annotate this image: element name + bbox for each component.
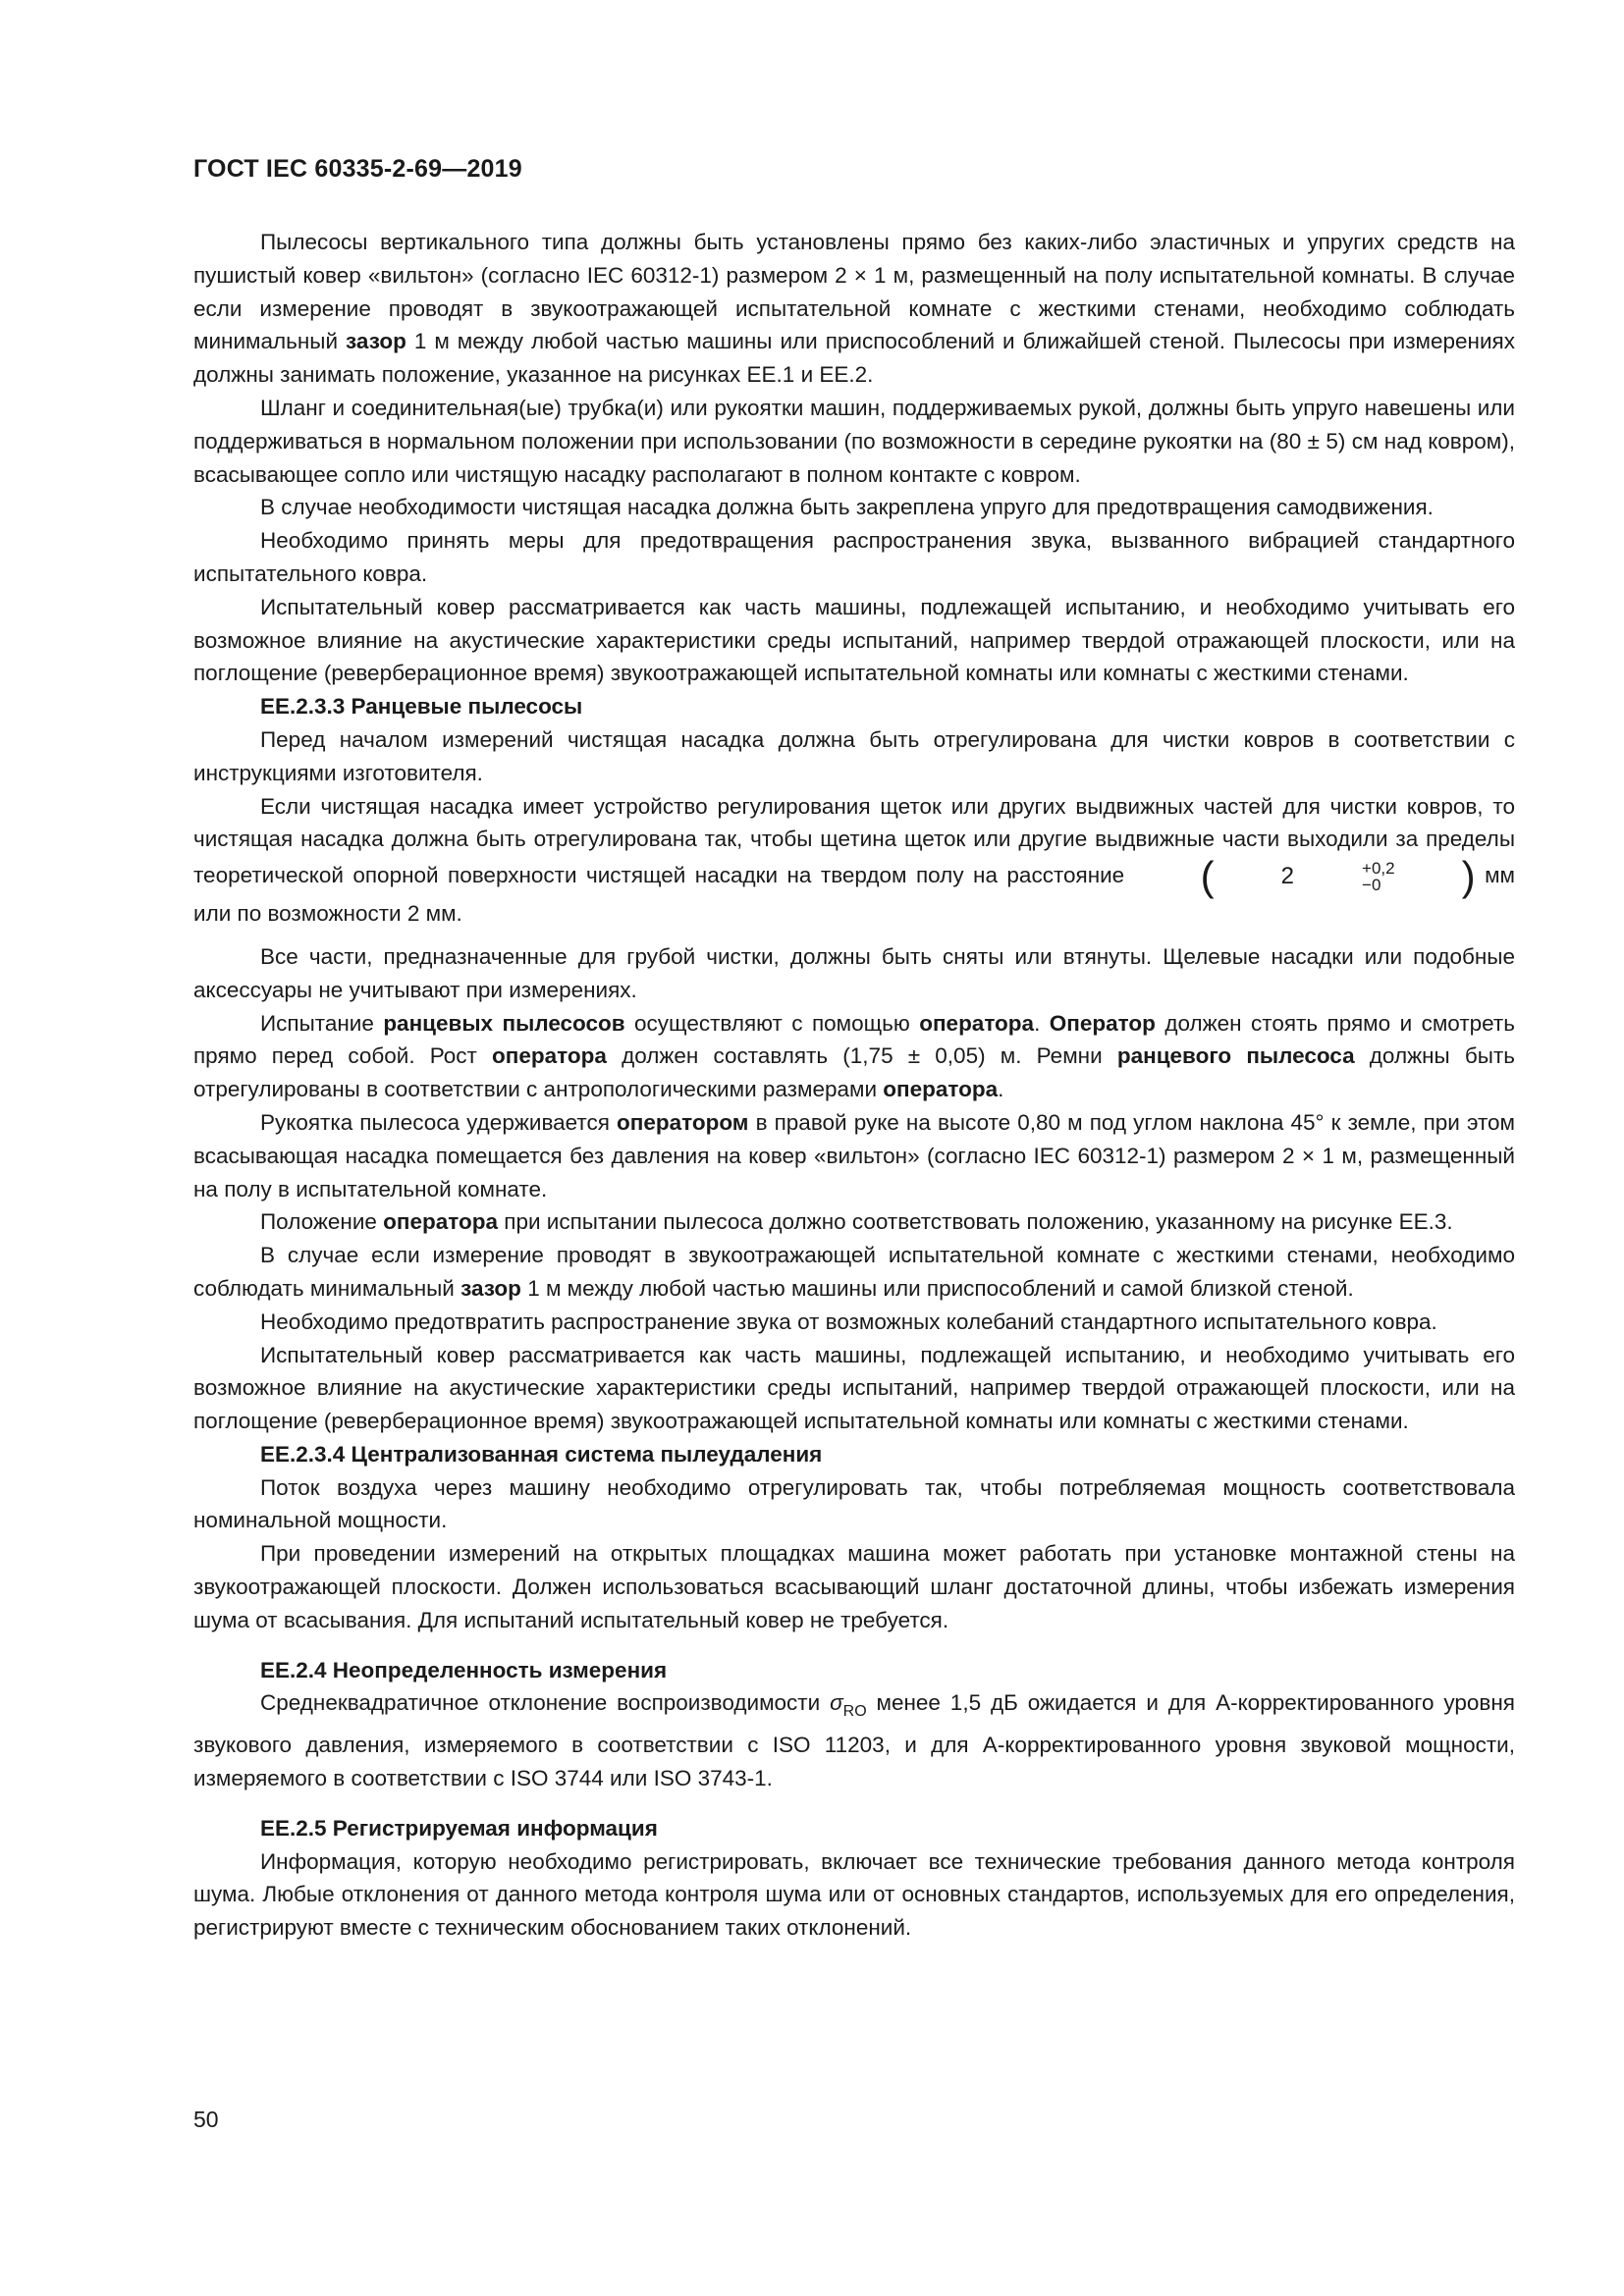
bold-term: оператора bbox=[919, 1010, 1035, 1036]
text-run: Среднеквадратичное отклонение воспроизводимости bbox=[260, 1690, 821, 1716]
bold-term: оператора bbox=[883, 1077, 999, 1102]
bold-term: оператором bbox=[617, 1109, 749, 1135]
paragraph: Необходимо предотвратить распространение звука от возможных колебаний стандартного испытательного ковра. bbox=[260, 1308, 1437, 1334]
paragraph: Необходимо принять меры для предотвращения распространения звука, вызванного вибрацией стандартного испытательного ковра. bbox=[193, 528, 1515, 586]
text-run: при испытании пылесоса должно соответствовать положению, указанному на рисунке ЕЕ.3. bbox=[504, 1209, 1453, 1235]
paragraph: При проведении измерений на открытых площадках машина может работать при установке монтажной стены на звукоотражающей плоскости. Должен использоваться всасывающий шланг достаточной длины, чтобы избежать измерения шума от всасывания. Для испытаний испытательный ковер не требуется. bbox=[193, 1541, 1515, 1632]
paragraph: Шланг и соединительная(ые) трубка(и) или рукоятки машин, поддерживаемых рукой, должны быть упруго навешены или поддерживаться в нормальном положении при использовании (по возможности в середине рукоятки на (80 ± 5) см над ковром), всасывающее сопло или чистящую насадку располагают в полном контакте с ковром. bbox=[193, 395, 1515, 487]
bold-term: оператора bbox=[383, 1209, 499, 1235]
text-run: В случае если измерение проводят в звукоотражающей испытательной комнате с жесткими стенами, необходимо соблюдать минимальный bbox=[193, 1243, 1515, 1301]
formula-sub: −0 bbox=[1362, 876, 1381, 895]
text-run: Рукоятка пылесоса удерживается bbox=[260, 1109, 610, 1135]
paragraph bbox=[193, 1007, 1515, 1106]
subscript: RO bbox=[842, 1703, 867, 1721]
paragraph: Перед началом измерений чистящая насадка должна быть отрегулирована для чистки ковров в соответствии с инструкциями изготовителя. bbox=[193, 726, 1515, 785]
text-run: Положение bbox=[260, 1209, 377, 1235]
paragraph bbox=[193, 790, 1515, 931]
text-run: должен составлять (1,75 ± 0,05) м. Ремни bbox=[622, 1043, 1103, 1069]
paragraph: В случае необходимости чистящая насадка должна быть закреплена упруго для предотвращения самодвижения. bbox=[260, 495, 1434, 520]
section-heading: ЕЕ.2.4 Неопределенность измерения bbox=[260, 1657, 668, 1682]
text-run: . bbox=[998, 1077, 1004, 1102]
paragraph: Информация, которую необходимо регистрировать, включает все технические требования данного метода контроля шума. Любые отклонения от данного метода контроля шума или от основных стандартов, используемых для его определения, регистрируют вместе с техническим обоснованием таких отклонений. bbox=[193, 1848, 1515, 1941]
paragraph: Испытательный ковер рассматривается как часть машины, подлежащей испытанию, и необходимо учитывать его возможное влияние на акустические характеристики среды испытаний, например твердой отражающей плоскости, или на поглощение (реверберационное время) звукоотражающей испытательной комнаты или комнаты с жесткими стенами. bbox=[193, 1342, 1515, 1434]
paragraph bbox=[193, 1239, 1515, 1306]
text-run: . bbox=[1034, 1010, 1041, 1036]
paragraph: Испытательный ковер рассматривается как часть машины, подлежащей испытанию, и необходимо учитывать его возможное влияние на акустические характеристики среды испытаний, например твердой отражающей плоскости, или на поглощение (реверберационное время) звукоотражающей испытательной комнаты или комнаты с жесткими стенами. bbox=[193, 594, 1515, 686]
paragraph bbox=[193, 1106, 1515, 1205]
paragraph bbox=[193, 1686, 1515, 1794]
bold-term: зазор bbox=[460, 1275, 521, 1301]
bold-term: зазор bbox=[346, 329, 406, 354]
formula-sup: +0,2 bbox=[1362, 859, 1395, 879]
text-run: должен стоять прямо и смотреть прямо перед собой. Рост bbox=[193, 1010, 1515, 1069]
section-heading: ЕЕ.2.3.3 Ранцевые пылесосы bbox=[260, 694, 583, 720]
paragraph bbox=[193, 226, 1515, 392]
bold-term: ранцевого пылесоса bbox=[1116, 1043, 1355, 1069]
text-run: осуществляют с помощью bbox=[634, 1010, 910, 1036]
section-heading: ЕЕ.2.5 Регистрируемая информация bbox=[260, 1815, 658, 1841]
text-run: Пылесосы вертикального типа должны быть установлены прямо без каких-либо эластичных и упругих средств на пушистый ковер «вильтон» (согласно IEC 60312-1) размером 2 × 1 м, размещенный на полу испытательной комнаты. В случае если измерение проводят в звукоотражающей испытательной комнате с жесткими стенами, необходимо соблюдать минимальный bbox=[193, 230, 1515, 354]
text-run: в правой руке на высоте 0,80 м под углом наклона 45° к земле, при этом всасывающая насадка помещается без давления на ковер «вильтон» (согласно IEC 60312-1) размером 2 × 1 м, размещенный на полу в испытательной комнате. bbox=[193, 1109, 1515, 1201]
text-run: менее 1,5 дБ ожидается и для А-корректированного уровня звукового давления, измеряемого в соответствии с ISO 11203, и для А-корректированного уровня звуковой мощности, измеряемого в соответствии с ISO 3744 или ISO 3743-1. bbox=[193, 1690, 1515, 1791]
paragraph: Все части, предназначенные для грубой чистки, должны быть сняты или втянуты. Щелевые насадки или подобные аксессуары не учитывают при измерениях. bbox=[193, 943, 1515, 1002]
text-run: мм или по возможности 2 мм. bbox=[193, 863, 1515, 927]
bold-term: ранцевых пылесосов bbox=[383, 1010, 625, 1036]
text-run: Испытание bbox=[260, 1010, 374, 1036]
sigma-symbol: σ bbox=[830, 1690, 843, 1716]
bold-term: оператора bbox=[492, 1043, 607, 1069]
formula-base: 2 bbox=[1280, 863, 1295, 890]
text-run: Если чистящая насадка имеет устройство регулирования щеток или других выдвижных частей для чистки ковров, то чистящая насадка должна быть отрегулирована так, чтобы щетина щеток или другие выдвижные части выходили за пределы теоретической опорной поверхности чистящей насадки на твердом полу на расстояние bbox=[193, 793, 1515, 888]
section-heading: ЕЕ.2.3.4 Централизованная система пылеудаления bbox=[260, 1441, 823, 1467]
document-header: ГОСТ IEC 60335-2-69—2019 bbox=[193, 155, 522, 183]
text-run: 1 м между любой частью машины или приспособлений и самой близкой стеной. bbox=[527, 1275, 1354, 1301]
tolerance-formula: ( 2 +0,2 −0 ) bbox=[1200, 853, 1476, 900]
text-run: должны быть отрегулированы в соответствии с антропологическими размерами bbox=[193, 1043, 1515, 1102]
text-run: 1 м между любой частью машины или приспособлений и ближайшей стеной. Пылесосы при измерениях должны занимать положение, указанное на рисунках ЕЕ.1 и ЕЕ.2. bbox=[193, 329, 1515, 388]
document-body bbox=[193, 226, 1515, 1945]
paragraph bbox=[193, 1205, 1515, 1239]
page-number: 50 bbox=[193, 2107, 219, 2132]
paragraph: Поток воздуха через машину необходимо отрегулировать так, чтобы потребляемая мощность соответствовала номинальной мощности. bbox=[193, 1474, 1515, 1533]
bold-term: Оператор bbox=[1049, 1010, 1156, 1036]
